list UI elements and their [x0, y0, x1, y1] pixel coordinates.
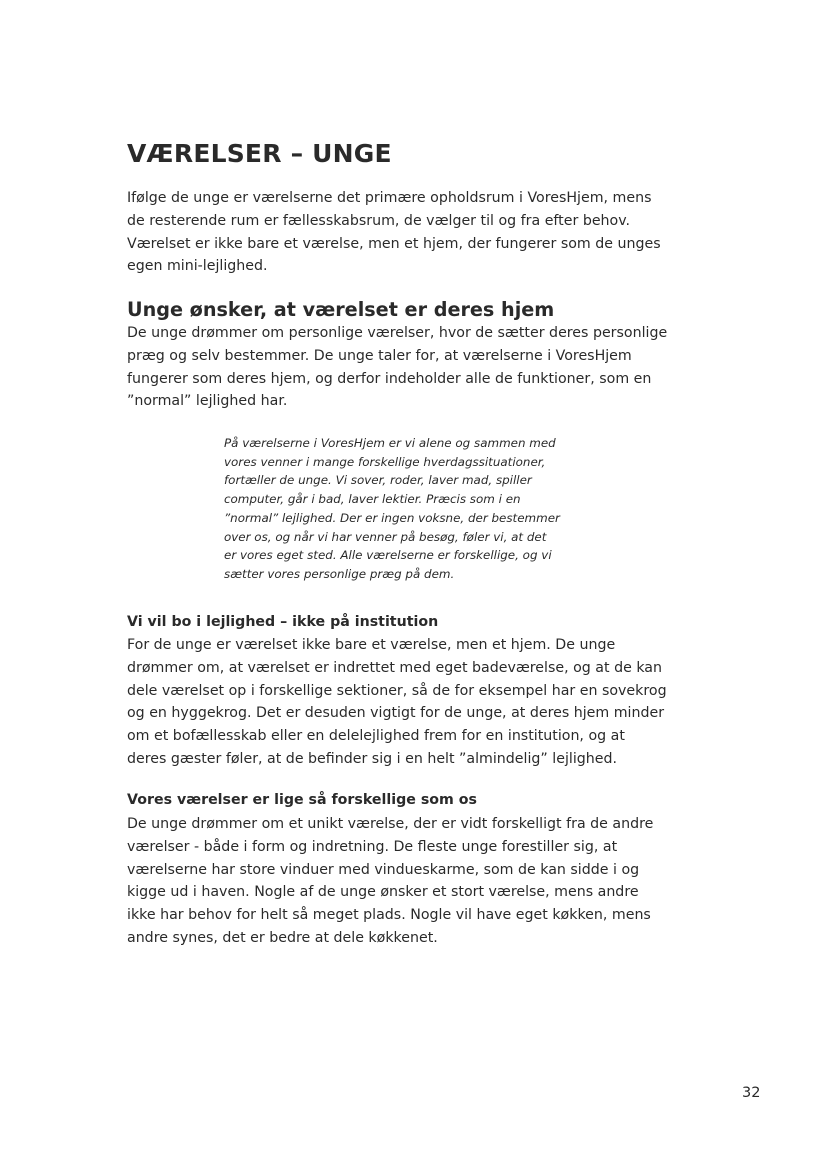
- section3-line: andre synes, det er bedre at dele køkkenet.: [127, 929, 438, 946]
- section3-paragraph: [127, 813, 717, 950]
- section2-line: om et bofællesskab eller en delelejlighed frem for en institution, og at: [127, 728, 625, 745]
- section3-line: De unge drømmer om et unikt værelse, der er vidt forskelligt fra de andre: [127, 816, 654, 832]
- section1-line: fungerer som deres hjem, og derfor indeholder alle de funktioner, som en: [127, 370, 652, 387]
- quote-line: ”normal” lejlighed. Der er ingen voksne, der bestemmer: [224, 510, 560, 525]
- section3-heading: Vores værelser er lige så forskellige som os: [127, 792, 477, 808]
- section2-line: drømmer om, at værelset er indrettet med eget badeværelse, og at de kan: [127, 659, 662, 676]
- section2-line: dele værelset op i forskellige sektioner, så de for eksempel har en sovekrog: [127, 682, 667, 699]
- quote-line: over os, og når vi har venner på besøg, føler vi, at det: [224, 529, 547, 544]
- section3-line: værelserne har store vinduer med vindueskarme, som de kan sidde i og: [127, 861, 640, 878]
- youth-quote: [224, 434, 614, 584]
- section1-line: præg og selv bestemmer. De unge taler for, at værelserne i VoresHjem: [127, 347, 632, 364]
- quote-line: På værelserne i VoresHjem er vi alene og sammen med: [224, 436, 556, 450]
- page-title: VÆRELSER – UNGE: [127, 139, 392, 168]
- section3-line: ikke har behov for helt så meget plads. Nogle vil have eget køkken, mens: [127, 907, 651, 924]
- intro-paragraph: [127, 187, 717, 278]
- section3-line: kigge ud i haven. Nogle af de unge ønsker et stort værelse, mens andre: [127, 884, 639, 901]
- section2-paragraph: [127, 634, 717, 771]
- quote-line: fortæller de unge. Vi sover, roder, laver mad, spiller: [224, 473, 532, 488]
- quote-line: computer, går i bad, laver lektier. Præcis som i en: [224, 492, 521, 507]
- section1-line: ”normal” lejlighed har.: [127, 393, 288, 410]
- intro-line: egen mini-lejlighed.: [127, 258, 268, 275]
- page-number: 32: [742, 1085, 761, 1101]
- section1-paragraph: [127, 322, 717, 413]
- section2-heading: Vi vil bo i lejlighed – ikke på institution: [127, 614, 439, 630]
- section2-line: deres gæster føler, at de befinder sig i en helt ”almindelig” lejlighed.: [127, 750, 618, 767]
- intro-line: Ifølge de unge er værelserne det primære opholdsrum i VoresHjem, mens: [127, 190, 652, 206]
- quote-line: sætter vores personlige præg på dem.: [224, 566, 455, 581]
- section1-heading: Unge ønsker, at værelset er deres hjem: [127, 298, 555, 321]
- intro-line: de resterende rum er fællesskabsrum, de vælger til og fra efter behov.: [127, 212, 631, 229]
- quote-line: er vores eget sted. Alle værelserne er forskellige, og vi: [224, 548, 552, 563]
- section3-line: værelser - både i form og indretning. De fleste unge forestiller sig, at: [127, 838, 618, 855]
- section2-line: og en hyggekrog. Det er desuden vigtigt for de unge, at deres hjem minder: [127, 705, 665, 722]
- quote-line: vores venner i mange forskellige hverdagssituationer,: [224, 454, 546, 469]
- section2-line: For de unge er værelset ikke bare et værelse, men et hjem. De unge: [127, 637, 616, 653]
- intro-line: Værelset er ikke bare et værelse, men et hjem, der fungerer som de unges: [127, 235, 661, 252]
- section1-line: De unge drømmer om personlige værelser, hvor de sætter deres personlige: [127, 325, 668, 341]
